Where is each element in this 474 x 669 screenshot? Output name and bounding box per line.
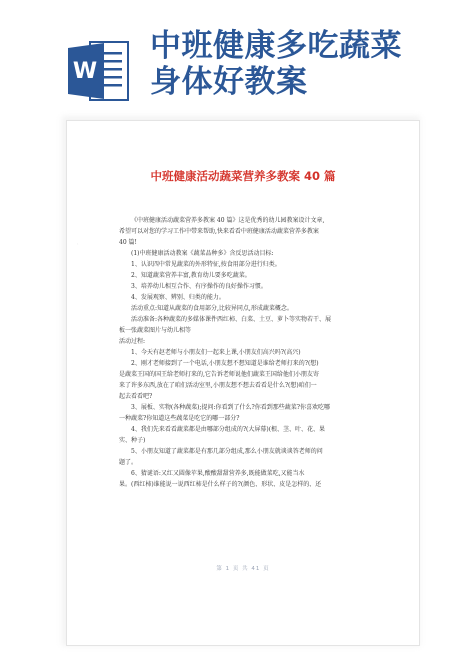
header-banner xyxy=(0,0,474,112)
paragraph-line: 是蔬菜王国的国王给老师打来的,它告诉老师说他们蔬菜王国给他们小朋友寄 xyxy=(119,371,319,378)
paragraph-line: 6、猜谜语:又红又圆像苹果,酸酸甜甜营养多,既能做菜吃,又能当水 xyxy=(131,470,305,477)
title-line-1: 中班健康多吃蔬菜 xyxy=(150,28,402,64)
paragraph-line: 《中班健康活动蔬菜营养多教案 40 篇》这是优秀的幼儿园教案设计文章, xyxy=(131,217,325,224)
paragraph-line: 来了许多东西,放在了咱们活动室里,小朋友想不想去看看是什么?(想)咱们一 xyxy=(119,382,317,389)
page-indicator: 第 1 页 共 41 页 xyxy=(216,566,270,572)
paragraph-line: 活动准备:各种蔬菜的多媒体课件西红柿、白菜、土豆、萝卜等实物若干、展 xyxy=(131,316,332,323)
paragraph-line: 果。(西红柿)谁能说一说西红柿是什么样子的?(颜色、形状、皮是怎样的、还 xyxy=(119,481,322,488)
svg-text:W: W xyxy=(72,59,98,84)
title-line-2: 身体好教案 xyxy=(150,64,308,100)
document-body xyxy=(119,215,381,490)
paragraph-line: 希望可以对您的学习工作中带来帮助,快来看看中班健康活动蔬菜营养多教案 xyxy=(119,228,319,235)
paragraph-line: 1、认识四中常见蔬菜的外形特征,按食用部分进行归类。 xyxy=(131,261,281,268)
watermark: · xyxy=(75,240,81,249)
paragraph-line: 3、培养幼儿相互合作、有序操作的良好操作习惯。 xyxy=(131,283,267,290)
paragraph-line: 题了。 xyxy=(119,459,138,466)
paragraph-line: 4、我们先来看看蔬菜都是由哪部分组成的?(大屏幕)(根、茎、叶、花、果 xyxy=(131,426,326,433)
document-title xyxy=(150,28,466,100)
paragraph-line: 2、刚才老师接到了一个电话,小朋友想不想知道是谁给老师打来的?(想) xyxy=(131,360,319,367)
paragraph-line: 1、今天有赵老师与小朋友们一起来上课,小朋友们高兴吗?(高兴) xyxy=(131,349,301,356)
word-document-icon xyxy=(68,40,130,102)
paragraph-line: 3、展板、实物(各种蔬菜);提问:你看到了什么?你看到那些蔬菜?你喜欢吃哪 xyxy=(131,404,330,411)
paragraph-line: 一种蔬菜?你知道这些蔬菜是吃它的哪一部分? xyxy=(119,415,240,422)
paragraph-line: (1)中班健康活动教案《蔬菜品种多》含反思活动目标: xyxy=(131,250,274,257)
document-heading: 中班健康活动蔬菜营养多教案 40 篇 xyxy=(150,169,336,183)
paragraph-line: 40 篇! xyxy=(119,239,137,246)
paragraph-line: 实、种子) xyxy=(119,437,146,444)
paragraph-line: 活动过程: xyxy=(119,338,146,345)
paragraph-line: 板一张蔬菜图片与幼儿相等 xyxy=(119,327,192,334)
paragraph-line: 活动重点:知道从蔬菜的食用部分,比较异同点,形成蔬菜概念。 xyxy=(131,305,293,312)
paragraph-line: 2、知道蔬菜营养丰富,教育幼儿要多吃蔬菜。 xyxy=(131,272,251,279)
paragraph-line: 起去看看吧? xyxy=(119,393,153,400)
paragraph-line: 4、发展观察、辨别、归类的能力。 xyxy=(131,294,225,301)
paragraph-line: 5、小朋友知道了蔬菜都是有那几部分组成,那么小朋友就谈谈答老师的问 xyxy=(131,448,323,455)
document-page xyxy=(66,120,420,646)
